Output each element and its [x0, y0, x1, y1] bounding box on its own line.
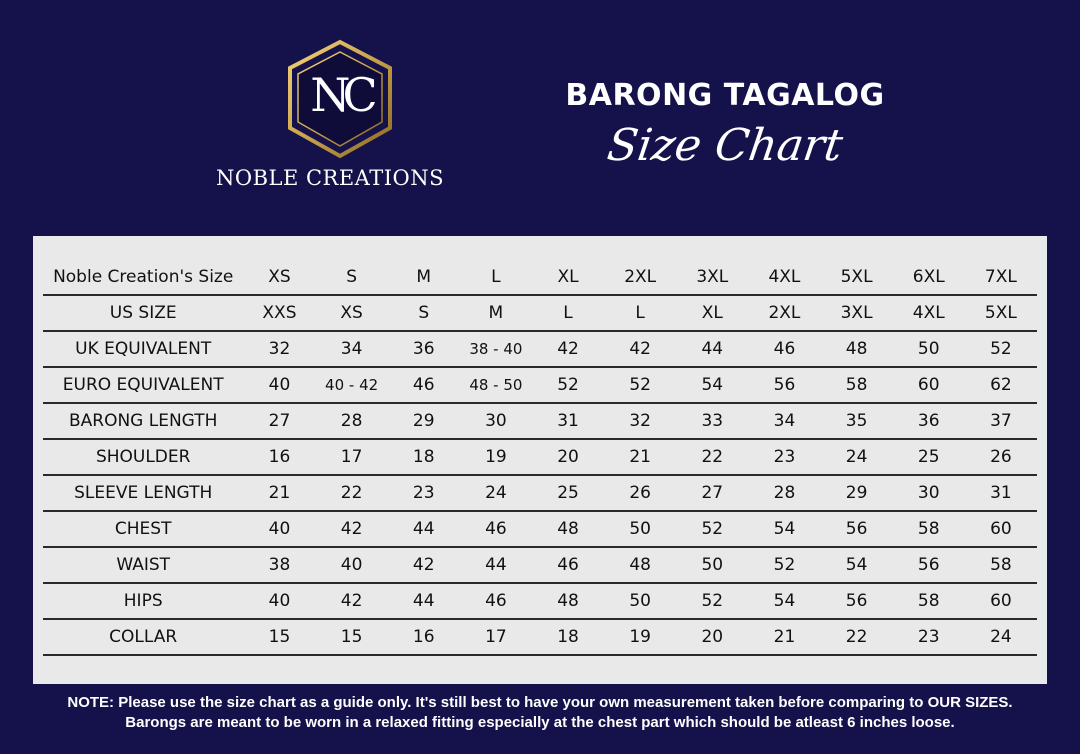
table-cell: 42	[604, 331, 676, 367]
table-cell: S	[388, 295, 460, 331]
table-cell: 52	[604, 367, 676, 403]
table-cell: 20	[676, 619, 748, 655]
size-chart-body	[43, 260, 1037, 655]
table-cell: 2XL	[748, 295, 820, 331]
table-cell: 25	[893, 439, 965, 475]
note	[20, 693, 1060, 733]
table-cell: 48	[532, 511, 604, 547]
table-cell: XL	[676, 295, 748, 331]
table-cell: 46	[460, 511, 532, 547]
table-cell: 40 - 42	[316, 367, 388, 403]
table-cell: 52	[965, 331, 1037, 367]
table-cell: 26	[965, 439, 1037, 475]
table-cell: 58	[821, 367, 893, 403]
table-cell: 38 - 40	[460, 331, 532, 367]
table-cell: 56	[821, 511, 893, 547]
table-cell: L	[532, 295, 604, 331]
table-cell: 31	[532, 403, 604, 439]
table-cell: 17	[460, 619, 532, 655]
table-cell: 4XL	[893, 295, 965, 331]
table-cell: M	[460, 295, 532, 331]
table-cell: 19	[604, 619, 676, 655]
table-cell: 60	[965, 583, 1037, 619]
table-cell: 58	[965, 547, 1037, 583]
table-cell: 34	[748, 403, 820, 439]
page-title: BARONG TAGALOG	[565, 78, 885, 113]
table-cell: 28	[316, 403, 388, 439]
size-chart-table	[43, 260, 1037, 656]
table-cell: 46	[460, 583, 532, 619]
table-row	[43, 367, 1037, 403]
table-cell: 7XL	[965, 260, 1037, 295]
table-cell: 48	[821, 331, 893, 367]
row-label: Noble Creation's Size	[43, 260, 243, 295]
table-cell: 60	[965, 511, 1037, 547]
table-cell: 30	[893, 475, 965, 511]
table-cell: M	[388, 260, 460, 295]
table-row	[43, 295, 1037, 331]
table-cell: 35	[821, 403, 893, 439]
table-row	[43, 331, 1037, 367]
table-cell: 42	[316, 583, 388, 619]
table-cell: 48	[604, 547, 676, 583]
table-cell: 56	[821, 583, 893, 619]
table-cell: 3XL	[821, 295, 893, 331]
table-cell: 50	[604, 511, 676, 547]
table-cell: 36	[388, 331, 460, 367]
table-cell: 4XL	[748, 260, 820, 295]
table-cell: 6XL	[893, 260, 965, 295]
table-cell: 21	[243, 475, 315, 511]
table-cell: S	[316, 260, 388, 295]
table-cell: 62	[965, 367, 1037, 403]
table-cell: 26	[604, 475, 676, 511]
table-cell: 40	[243, 511, 315, 547]
table-cell: 32	[604, 403, 676, 439]
table-cell: 24	[965, 619, 1037, 655]
row-label: SLEEVE LENGTH	[43, 475, 243, 511]
table-cell: L	[604, 295, 676, 331]
row-label: COLLAR	[43, 619, 243, 655]
table-cell: 46	[748, 331, 820, 367]
table-cell: 54	[748, 583, 820, 619]
table-cell: 24	[460, 475, 532, 511]
table-cell: 52	[676, 511, 748, 547]
table-cell: 46	[388, 367, 460, 403]
table-cell: 18	[532, 619, 604, 655]
table-cell: 50	[604, 583, 676, 619]
table-cell: 40	[243, 367, 315, 403]
table-cell: 50	[676, 547, 748, 583]
row-label: EURO EQUIVALENT	[43, 367, 243, 403]
table-row	[43, 511, 1037, 547]
table-cell: 29	[388, 403, 460, 439]
table-cell: 40	[243, 583, 315, 619]
row-label: US SIZE	[43, 295, 243, 331]
table-cell: 27	[676, 475, 748, 511]
table-cell: 24	[821, 439, 893, 475]
row-label: WAIST	[43, 547, 243, 583]
table-cell: 15	[243, 619, 315, 655]
table-cell: XL	[532, 260, 604, 295]
table-cell: 52	[748, 547, 820, 583]
table-cell: 2XL	[604, 260, 676, 295]
table-cell: 30	[460, 403, 532, 439]
table-cell: 54	[821, 547, 893, 583]
table-cell: 31	[965, 475, 1037, 511]
table-cell: 38	[243, 547, 315, 583]
monogram-text: NC	[310, 68, 370, 122]
table-cell: 27	[243, 403, 315, 439]
brand-name: NOBLE CREATIONS	[216, 166, 444, 190]
row-label: BARONG LENGTH	[43, 403, 243, 439]
table-cell: 22	[316, 475, 388, 511]
table-cell: 5XL	[965, 295, 1037, 331]
table-cell: 44	[388, 511, 460, 547]
note-line-2: Barongs are meant to be worn in a relaxed fitting especially at the chest part which should be atleast 6 inches loose.	[125, 714, 955, 731]
table-cell: XS	[316, 295, 388, 331]
table-cell: 37	[965, 403, 1037, 439]
table-cell: 15	[316, 619, 388, 655]
size-chart-panel	[33, 236, 1047, 684]
table-cell: 17	[316, 439, 388, 475]
table-cell: 36	[893, 403, 965, 439]
table-row	[43, 475, 1037, 511]
table-cell: 32	[243, 331, 315, 367]
table-cell: 48 - 50	[460, 367, 532, 403]
table-cell: 48	[532, 583, 604, 619]
table-cell: 18	[388, 439, 460, 475]
table-cell: 56	[893, 547, 965, 583]
table-cell: L	[460, 260, 532, 295]
table-cell: 3XL	[676, 260, 748, 295]
row-label: SHOULDER	[43, 439, 243, 475]
table-row	[43, 619, 1037, 655]
table-cell: 58	[893, 511, 965, 547]
row-label: HIPS	[43, 583, 243, 619]
note-line-1: NOTE: Please use the size chart as a guide only. It's still best to have your own measurement taken before comparing to OUR SIZES.	[67, 694, 1013, 711]
table-cell: 42	[388, 547, 460, 583]
table-cell: 44	[460, 547, 532, 583]
table-cell: 21	[604, 439, 676, 475]
table-cell: 60	[893, 367, 965, 403]
table-cell: 34	[316, 331, 388, 367]
table-cell: 29	[821, 475, 893, 511]
table-cell: 16	[388, 619, 460, 655]
table-cell: 33	[676, 403, 748, 439]
table-cell: 50	[893, 331, 965, 367]
table-cell: 21	[748, 619, 820, 655]
table-cell: 22	[676, 439, 748, 475]
page-subtitle: Size Chart	[604, 120, 846, 171]
table-cell: 20	[532, 439, 604, 475]
table-cell: 42	[532, 331, 604, 367]
row-label: CHEST	[43, 511, 243, 547]
table-row	[43, 403, 1037, 439]
table-cell: 28	[748, 475, 820, 511]
table-cell: XXS	[243, 295, 315, 331]
table-cell: 25	[532, 475, 604, 511]
table-cell: 54	[748, 511, 820, 547]
table-row	[43, 583, 1037, 619]
table-cell: XS	[243, 260, 315, 295]
table-cell: 42	[316, 511, 388, 547]
table-cell: 23	[748, 439, 820, 475]
row-label: UK EQUIVALENT	[43, 331, 243, 367]
table-cell: 44	[388, 583, 460, 619]
table-row	[43, 439, 1037, 475]
table-cell: 40	[316, 547, 388, 583]
table-cell: 46	[532, 547, 604, 583]
table-cell: 22	[821, 619, 893, 655]
table-cell: 54	[676, 367, 748, 403]
table-cell: 52	[532, 367, 604, 403]
table-cell: 56	[748, 367, 820, 403]
table-cell: 23	[893, 619, 965, 655]
table-cell: 44	[676, 331, 748, 367]
table-cell: 58	[893, 583, 965, 619]
table-row	[43, 547, 1037, 583]
table-cell: 16	[243, 439, 315, 475]
table-cell: 5XL	[821, 260, 893, 295]
table-cell: 23	[388, 475, 460, 511]
table-cell: 19	[460, 439, 532, 475]
table-row	[43, 260, 1037, 295]
table-cell: 52	[676, 583, 748, 619]
